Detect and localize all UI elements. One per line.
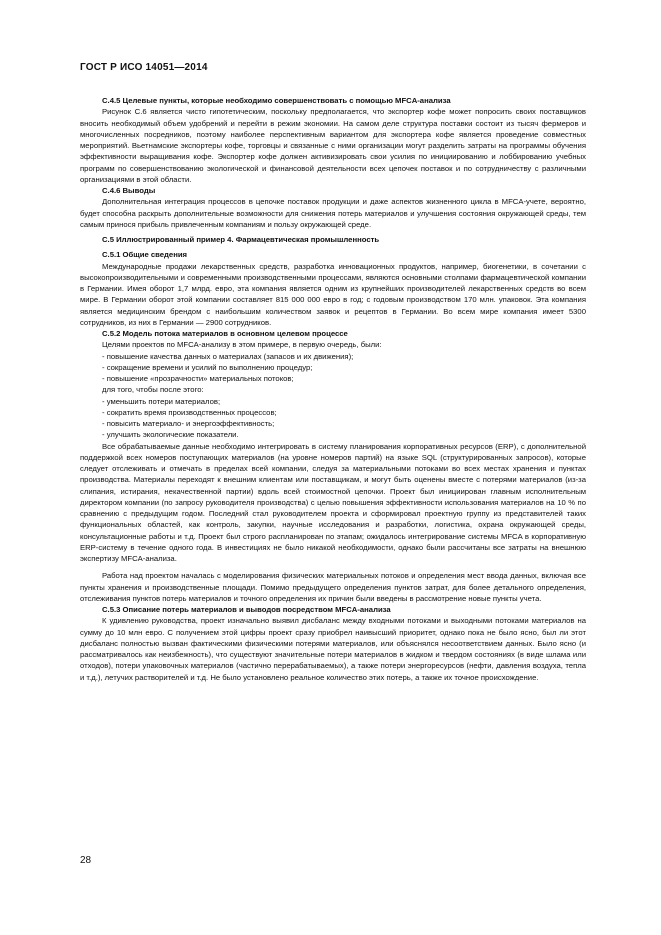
section-heading-c52: С.5.2 Модель потока материалов в основном целевом процессе [102,329,348,338]
section-heading-c5: С.5 Иллюстрированный пример 4. Фармацевтическая промышленность [102,235,380,244]
section-heading-c53: С.5.3 Описание потерь материалов и выводов посредством MFCA-анализа [102,605,391,614]
document-body [80,95,586,683]
list-item: - уменьшить потери материалов; [102,396,221,406]
list-item: - повысить материало- и энергоэффективность; [102,419,275,428]
list-item: - повышение «прозрачности» материальных потоков; [102,374,294,383]
list-item: - улучшить экологические показатели. [102,430,239,440]
paragraph: Работа над проектом началась с моделирования физических материальных потоков и определения мест ввода данных, включая все пункты хранения и производственные площади. Помимо предыдущего определения пунктов затрат, для более детального определения, отслеживания пунктов потерь материалов и точного определения их причин были введены в рассмотрение новые пункты учета. [80,571,586,603]
list-item: - повышение качества данных о материалах (запасов и их движения); [102,351,354,361]
list-item: - сократить время производственных процессов; [102,407,277,417]
paragraph: Целями проектов по MFCA-анализу в этом примере, в первую очередь, были: [102,340,382,350]
paragraph: К удивлению руководства, проект изначально выявил дисбаланс между входными потоками и выходными потоками материалов на сумму до 10 млн евро. С получением этой цифры проект сразу приобрел наивысший приоритет, однако пока не было ясно, был ли этот дисбаланс полностью вызван фактическими физическими потерями материалов, или объяснялся несоответствием данных. Было ясно (и рассматривалось как неизбежность), что существуют значительные потери материалов в жидком и твердом состояниях (в виде шлама или отходов), потери упаковочных материалов (частично перерабатываемых), а также потери энергоресурсов (нефти, давления воздуха, тепла и т.д.), летучих растворителей и т.д. Не было установлено реальное количество этих потерь, а также их точное происхождение. [80,616,586,682]
paragraph: Все обрабатываемые данные необходимо интегрировать в систему планирования корпоративных ресурсов (ERP), с дополнительной поддержкой всех номеров поступающих материалов (на уровне номеров партий) на языке SQL (структурированных запросов), которые следует отслеживать и отмечать в пределах всей компании, следуя за материальными потоками во всех местах хранения и пунктах производства. Материалы переходят к внешним клиентам или поставщикам, и могут быть оценены вместе с потерями материалов (из-за слипания, истирания, некачественной партии) вдоль всей стоимостной цепочки. Проект был инициирован главным исполнительным директором компании (по запросу руководителя производства) с целью повышения эффективности использования материалов на 10 % по сравнению с предыдущим годом. Последний стал руководителем проекта и сформировал проектную группу из представителей таких функциональных областей, как контроль, закупки, научные исследования и разработки, логистика, охрана окружающей среды, консультационные работы и т.д. Проект был строго распланирован по этапам; ожидалось интегрирование системы MFCA в корпоративную ERP-систему в течение одного года. В инвестициях не было никакой необходимости, однако были рассчитаны все затраты на внешнюю экспертизу MFCA-анализа. [80,441,586,563]
paragraph: Дополнительная интеграция процессов в цепочке поставок продукции и даже аспектов жизненного цикла в MFCA-учете, вероятно, будет способна раскрыть дополнительные возможности для снижения потерь материалов и улучшения состояния окружающей среды, тем самым принося прибыль привлеченным компаниям и пользу окружающей среде. [80,197,586,229]
list-intro: для того, чтобы после этого: [102,385,204,395]
section-heading-c446: С.4.6 Выводы [102,186,156,195]
section-heading-c445: С.4.5 Целевые пункты, которые необходимо совершенствовать с помощью MFCA-анализа [102,96,451,105]
list-item: - сокращение времени и усилий по выполнению процедур; [102,362,313,372]
document-header: ГОСТ Р ИСО 14051—2014 [80,62,208,73]
section-heading-c51: С.5.1 Общие сведения [102,250,188,260]
page-number: 28 [80,855,92,866]
paragraph: Рисунок С.6 является чисто гипотетическим, поскольку предполагается, что экспортер кофе может попросить своих поставщиков вносить необходимый объем удобрений и перейти в режим экономии. На самом деле структура поставки состоит из тысяч фермеров и многочисленных посредников, поэтому наиболее перспективным вариантом для экспортера кофе является проведение совместных мероприятий. Вьетнамские экспортеры кофе, торговцы и связанные с ними организации могут разделить затраты на программы обучения эффективности выращивания кофе. Экспортер кофе должен активизировать свои усилия по инициированию и лоббированию учебных программ по совершенствованию экологической и финансовой деятельности всех цепочек поставок и по сотрудничеству с различными организациями в этой области. [80,107,586,184]
paragraph: Международные продажи лекарственных средств, разработка инновационных продуктов, например, биогенетики, в сочетании с высокопроизводительными и современными производственными процессами, являются основными столпами фармацевтической компании в Германии. Имея оборот 1,7 млрд. евро, эта компания является одним из крупнейших производителей лекарственных средств во всем мире. В Германии оборот этой компании составляет 815 000 000 евро в год; с годовым производством 170 млн. упаковок. Эта компания является медицинским брендом с наибольшим количеством заявок и рецептов в Германии. Во всем мире компания имеет 5300 сотрудников, из них в Германии — 2900 сотрудников. [80,261,586,327]
